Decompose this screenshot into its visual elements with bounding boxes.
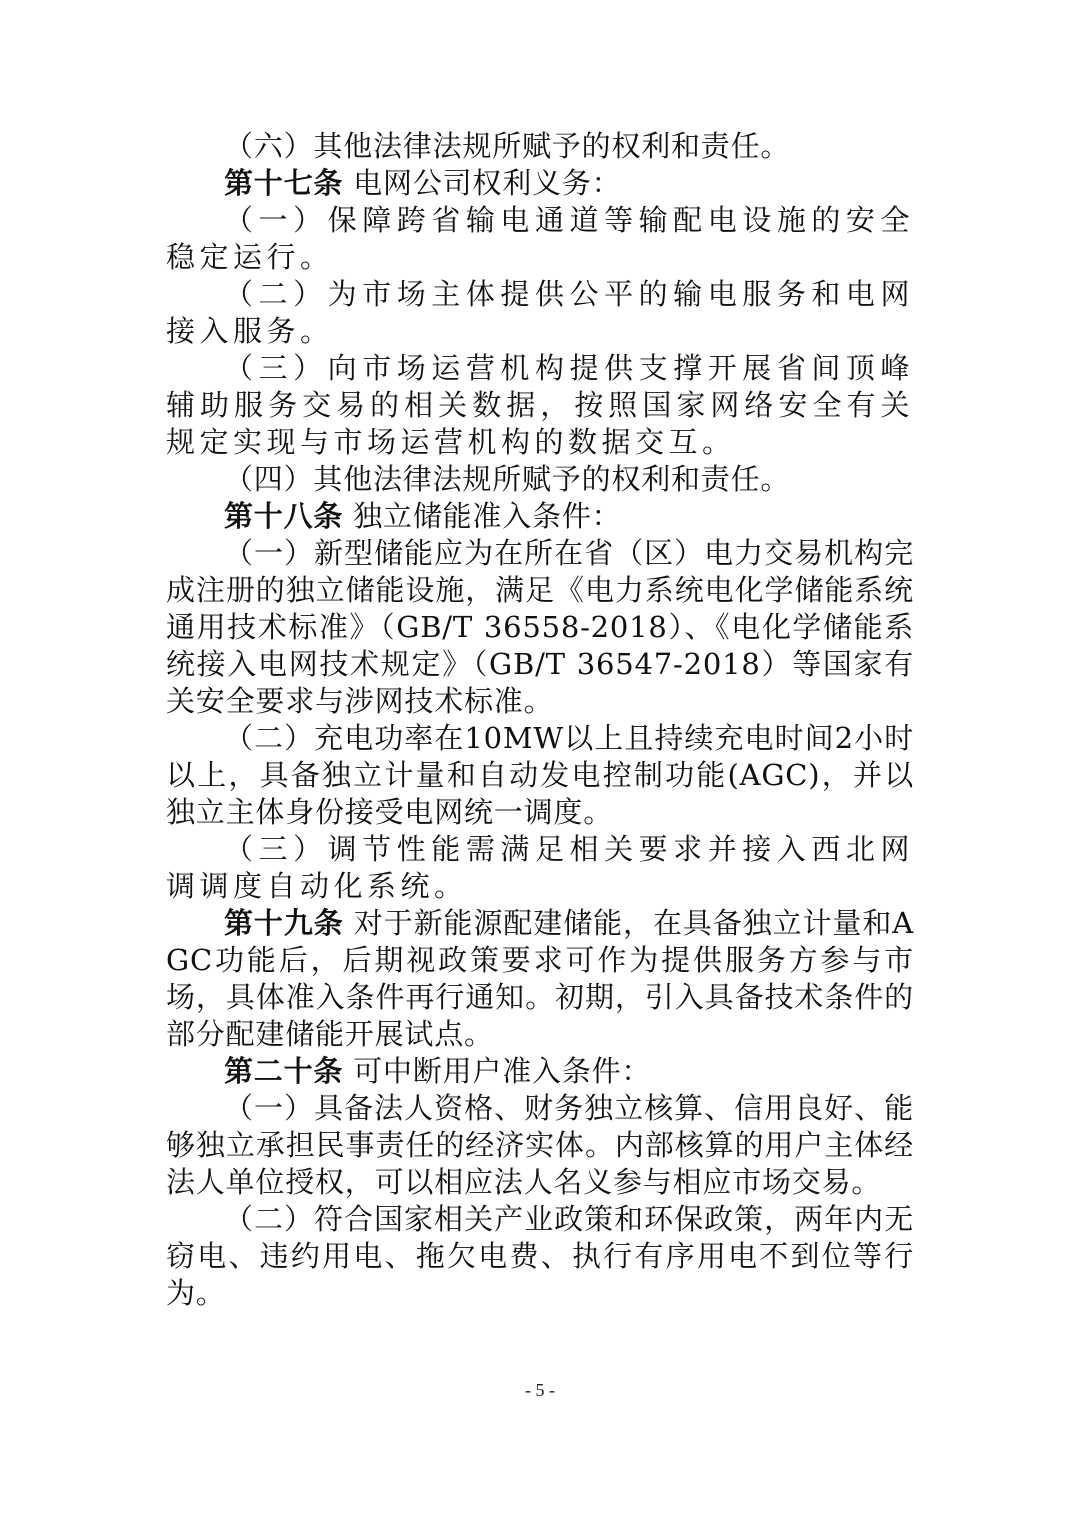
- paragraph-1: [166, 128, 914, 165]
- paragraph-text: （三）向市场运营机构提供支撑开展省间顶峰辅助服务交易的相关数据，按照国家网络安全有关规定实现与市场运营机构的数据交互。: [166, 351, 914, 459]
- paragraph-text: （二）符合国家相关产业政策和环保政策，两年内无窃电、违约用电、拖欠电费、执行有序用电不到位等行为。: [166, 1202, 914, 1310]
- article-number: 第二十条: [224, 1054, 344, 1088]
- article-number: 第十九条: [224, 906, 344, 940]
- paragraph-text: 独立储能准入条件：: [343, 499, 622, 533]
- paragraph-14: [166, 1201, 914, 1312]
- article-number: 第十七条: [224, 166, 344, 200]
- paragraph-text: 对于新能源配建储能，在具备独立计量和AGC功能后，后期视政策要求可作为提供服务方参与市场，具体准入条件再行通知。初期，引入具备技术条件的部分配建储能开展试点。: [166, 906, 915, 1051]
- paragraph-13: [166, 1090, 914, 1201]
- paragraph-text: （二）为市场主体提供公平的输电服务和电网接入服务。: [166, 277, 914, 348]
- paragraph-text: （一）具备法人资格、财务独立核算、信用良好、能够独立承担民事责任的经济实体。内部核算的用户主体经法人单位授权，可以相应法人名义参与相应市场交易。: [166, 1091, 914, 1199]
- paragraph-text: （六）其他法律法规所赋予的权利和责任。: [224, 129, 791, 163]
- paragraph-text: （三）调节性能需满足相关要求并接入西北网调调度自动化系统。: [166, 832, 914, 903]
- paragraph-text: 电网公司权利义务：: [343, 166, 622, 200]
- paragraph-text: （四）其他法律法规所赋予的权利和责任。: [224, 462, 791, 496]
- paragraph-8: [166, 535, 914, 720]
- paragraph-3: [166, 202, 914, 276]
- paragraph-text: 可中断用户准入条件：: [343, 1054, 652, 1088]
- paragraph-4: [166, 276, 914, 350]
- paragraph-text: （一）保障跨省输电通道等输配电设施的安全稳定运行。: [166, 203, 914, 274]
- paragraph-9: [166, 720, 914, 831]
- document-body: [166, 128, 914, 1312]
- paragraph-text: （一）新型储能应为在所在省（区）电力交易机构完成注册的独立储能设施，满足《电力系统电化学储能系统通用技术标准》（GB/T 36558-2018）、《电化学储能系统接入电网技术规定》（GB/T 36547-2018）等国家有关安全要求与涉网技术标准。: [166, 536, 914, 718]
- article-17-heading: [166, 165, 914, 202]
- article-number: 第十八条: [224, 499, 344, 533]
- article-18-heading: [166, 498, 914, 535]
- paragraph-5: [166, 350, 914, 461]
- page-number: - 5 -: [525, 1380, 555, 1400]
- article-19-paragraph: [166, 905, 914, 1053]
- paragraph-6: [166, 461, 914, 498]
- paragraph-10: [166, 831, 914, 905]
- article-20-heading: [166, 1053, 914, 1090]
- paragraph-text: （二）充电功率在10MW以上且持续充电时间2小时以上，具备独立计量和自动发电控制功能(AGC)，并以独立主体身份接受电网统一调度。: [166, 721, 914, 829]
